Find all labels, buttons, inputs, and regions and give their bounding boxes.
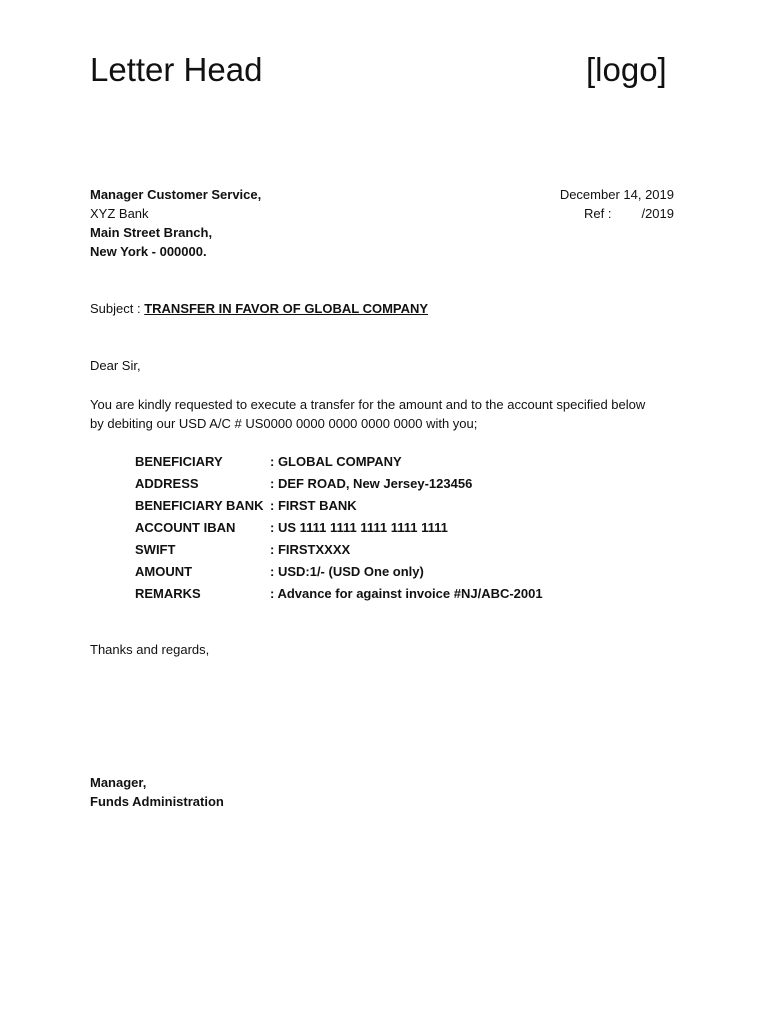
recipient-line-3: Main Street Branch,	[90, 225, 213, 240]
detail-row-remarks	[135, 582, 543, 604]
detail-label: SWIFT	[135, 541, 176, 557]
intro-paragraph	[90, 395, 690, 433]
detail-label: BENEFICIARY BANK	[135, 497, 264, 513]
detail-value: : FIRST BANK	[270, 497, 357, 513]
detail-row-account-iban	[135, 516, 543, 538]
date-ref-block	[560, 185, 674, 223]
recipient-line-2: XYZ Bank	[90, 206, 149, 221]
detail-label: BENEFICIARY	[135, 453, 223, 469]
detail-row-beneficiary	[135, 450, 543, 472]
signature-department: Funds Administration	[90, 794, 224, 809]
subject-label: Subject :	[90, 301, 141, 316]
subject-text: TRANSFER IN FAVOR OF GLOBAL COMPANY	[144, 301, 429, 316]
detail-value: : GLOBAL COMPANY	[270, 453, 402, 469]
recipient-address	[90, 185, 261, 261]
detail-row-beneficiary-bank	[135, 494, 543, 516]
detail-row-swift	[135, 538, 543, 560]
detail-value: : USD:1/- (USD One only)	[270, 563, 424, 579]
detail-value: : Advance for against invoice #NJ/ABC-2001	[270, 585, 543, 601]
detail-row-address	[135, 472, 543, 494]
detail-value: : DEF ROAD, New Jersey-123456	[270, 475, 473, 491]
detail-label: ADDRESS	[135, 475, 199, 491]
letterhead-title: Letter Head	[90, 51, 263, 88]
reference-line	[560, 204, 674, 223]
subject-line	[90, 299, 428, 318]
closing-line: Thanks and regards,	[90, 642, 210, 657]
detail-value: : US 1111 1111 1111 1111 1111	[270, 519, 448, 535]
signature-block	[90, 773, 224, 811]
transfer-details-table	[135, 450, 543, 604]
ref-label: Ref :	[583, 206, 612, 221]
recipient-line-1: Manager Customer Service,	[90, 187, 262, 202]
detail-label: ACCOUNT IBAN	[135, 519, 236, 535]
signature-title: Manager,	[90, 775, 147, 790]
ref-value: /2019	[641, 206, 674, 221]
detail-label: REMARKS	[135, 585, 201, 601]
recipient-line-4: New York - 000000.	[90, 244, 207, 259]
intro-line-2: by debiting our USD A/C # US0000 0000 0000 0000 0000 with you;	[90, 416, 478, 431]
detail-row-amount	[135, 560, 543, 582]
salutation: Dear Sir,	[90, 358, 141, 373]
detail-label: AMOUNT	[135, 563, 193, 579]
letter-date: December 14, 2019	[559, 187, 674, 202]
detail-value: : FIRSTXXXX	[270, 541, 351, 557]
logo-placeholder: [logo]	[586, 51, 667, 88]
intro-line-1: You are kindly requested to execute a transfer for the amount and to the account specified below	[90, 397, 646, 412]
